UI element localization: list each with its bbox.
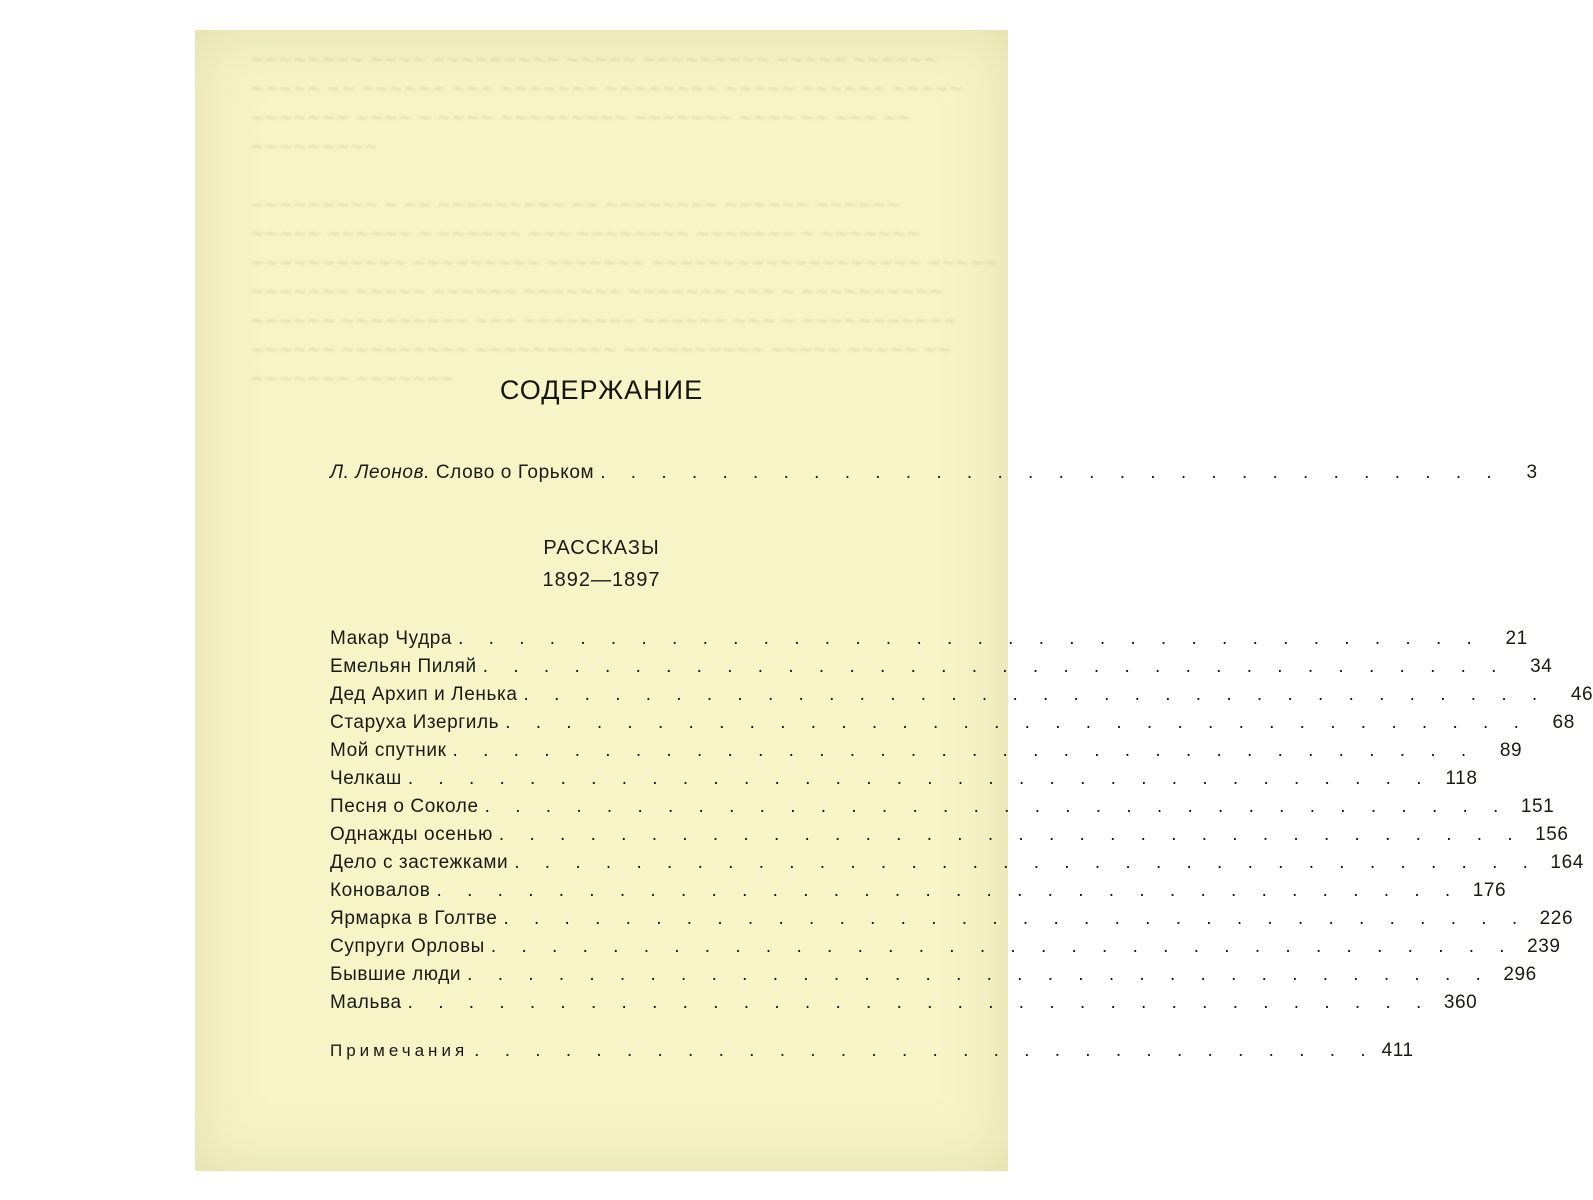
preface-entry[interactable] (330, 462, 1538, 484)
story-title: Челкаш (330, 768, 402, 789)
list-item[interactable] (330, 936, 1561, 964)
list-item[interactable] (330, 740, 1523, 768)
story-page: 118 (1445, 768, 1478, 789)
dot-leader: . . . . . . . . . . . . . . . . . . . . . . . . . . . . . . . . . . (407, 992, 1432, 1013)
book-page (195, 30, 1593, 1171)
list-item[interactable] (330, 684, 1593, 712)
story-page: 21 (1505, 628, 1528, 649)
dot-leader: . . . . . . . . . . . . . . . . . . . . . . . . . . . . . . . . . . (514, 852, 1538, 873)
dot-leader: . . . . . . . . . . . . . . . . . . . . . . . . . . . . . . . . . . (407, 768, 1432, 789)
dot-leader: . . . . . . . . . . . . . . . . . . . . . . . . . . . . . . . . . . (482, 656, 1507, 677)
story-page: 360 (1443, 992, 1478, 1013)
preface-page: 3 (1526, 462, 1538, 483)
story-title: Коновалов (330, 880, 431, 901)
story-page: 89 (1499, 740, 1523, 761)
story-title: Емельян Пиляй (330, 656, 477, 677)
list-item[interactable] (330, 768, 1478, 796)
story-title: Ярмарка в Голтве (330, 908, 498, 929)
list-item[interactable] (330, 796, 1555, 824)
dot-leader: . . . . . . . . . . . . . . . . . . . . . . . . . . . . . . . . . . (490, 936, 1515, 957)
story-title: Песня о Соколе (330, 796, 479, 817)
list-item[interactable] (330, 880, 1507, 908)
dot-leader: . . . . . . . . . . . . . . . . . . . . . . . . . . . . . . . . . . (436, 880, 1461, 901)
list-item[interactable] (330, 712, 1575, 740)
dot-leader: . . . . . . . . . . . . . . . . . . . . . . . . . . . . . . . . . . (467, 964, 1491, 985)
notes-title: Примечания (330, 1041, 469, 1060)
story-page: 164 (1550, 852, 1584, 873)
story-title: Дед Архип и Ленька (330, 684, 518, 705)
dot-leader: . . . . . . . . . . . . . . . . . . . . . . . . . . . . . . . . . . (452, 740, 1477, 761)
list-item[interactable] (330, 992, 1478, 1020)
story-title: Дело с застежками (330, 852, 509, 873)
dot-leader: . . . . . . . . . . . . . . . . . . . . . . . . . . . . . . . . . . (523, 684, 1548, 705)
section-title: РАССКАЗЫ (543, 537, 660, 559)
story-page: 46 (1570, 684, 1593, 705)
story-title: Супруги Орловы (330, 936, 485, 957)
story-page: 156 (1535, 824, 1569, 845)
notes-entry[interactable] (330, 1040, 1414, 1062)
dot-leader: . . . . . . . . . . . . . . . . . . . . . . . . . . . . . . . . . . (458, 628, 1482, 649)
story-page: 176 (1472, 880, 1507, 901)
contents-heading: СОДЕРЖАНИЕ (499, 375, 704, 405)
dot-leader: . . . . . . . . . . . . . . . . . . . . . . . . . . . . . . (474, 1040, 1376, 1061)
list-item[interactable] (330, 824, 1569, 852)
story-title: Однажды осенью (330, 824, 493, 845)
story-title: Мой спутник (330, 740, 447, 761)
story-page: 68 (1552, 712, 1575, 733)
story-title: Бывшие люди (330, 964, 462, 985)
story-page: 226 (1539, 908, 1574, 929)
dot-leader: . . . . . . . . . . . . . . . . . . . . . . . . . . . . . . . . . . (505, 712, 1529, 733)
dot-leader: . . . . . . . . . . . . . . . . . . . . . . . . . . . . . . . . . . (484, 796, 1509, 817)
list-item[interactable] (330, 656, 1553, 684)
story-title: Старуха Изергиль (330, 712, 500, 733)
show-through-texture: ~~~~~~~~ ~~~~ ~~~~~~~~~ ~~~~~ ~~~~~~~~~ ~~~~~ ~~~~~~ ~~~~~ ~~ ~~~~~~ ~~~ ~~~~~~~ ~~~~~~~~ ~~~~~ ~~~~~~ ~~~~~ ~~~~~~~ ~~~~ ~ ~~~~ ~~~~~~~~~ ~~~~~~~ ~~~~ ~~ ~~~ ~~ ~~~~~~~~~ ~~~~~~~~~ ~ ~~ ~~~~~~~~~ ~~ ~~~~~~~~ ~~~~~~ ~~~~~~ ~~~~~ ~~~~~~ ~ ~~~~~~ ~~~ ~~~~~~~~ ~~~~~~~ ~ ~~~~~~~ ~~~~~~~~~~~ ~~~~~~~~~ ~~~~~~~ ~~~~~~~~~~~~~~~~~~~ ~~~~~ ~~~~~~~ ~~~~~ ~~~~~~ ~~~~~~~ ~~~~~~~ ~~~ ~ ~~~~~~~~~~ ~~~~~~ ~~~~~~~~~ ~~~ ~~~~~~~~ ~~~~~~ ~~~ ~ ~~~~~~~~~~~ ~~~~~~ ~~~~~~~~~ ~~~~~~~~~~ ~~~~~~~~~~ ~~~~~ ~~~~~ ~~ ~~~~~~~ ~~~~~~~ (250, 50, 999, 389)
story-page: 296 (1503, 964, 1537, 985)
stories-list (330, 628, 1593, 1020)
dot-leader: . . . . . . . . . . . . . . . . . . . . . . . . . . . . . . (600, 462, 1502, 483)
list-item[interactable] (330, 964, 1537, 992)
section-years: 1892—1897 (542, 569, 661, 591)
list-item[interactable] (330, 908, 1574, 936)
story-title: Макар Чудра (330, 628, 453, 649)
list-item[interactable] (330, 628, 1528, 656)
story-page: 239 (1527, 936, 1561, 957)
dot-leader: . . . . . . . . . . . . . . . . . . . . . . . . . . . . . . . . . . (503, 908, 1528, 929)
preface-title (330, 462, 594, 484)
preface-title-text: Слово о Горьком (435, 462, 595, 483)
story-title: Мальва (330, 992, 402, 1013)
story-page: 34 (1530, 656, 1553, 677)
list-item[interactable] (330, 852, 1584, 880)
dot-leader: . . . . . . . . . . . . . . . . . . . . . . . . . . . . . . . . . . (498, 824, 1523, 845)
story-page: 151 (1520, 796, 1555, 817)
preface-author: Л. Леонов. (330, 462, 430, 483)
notes-page: 411 (1381, 1040, 1414, 1061)
